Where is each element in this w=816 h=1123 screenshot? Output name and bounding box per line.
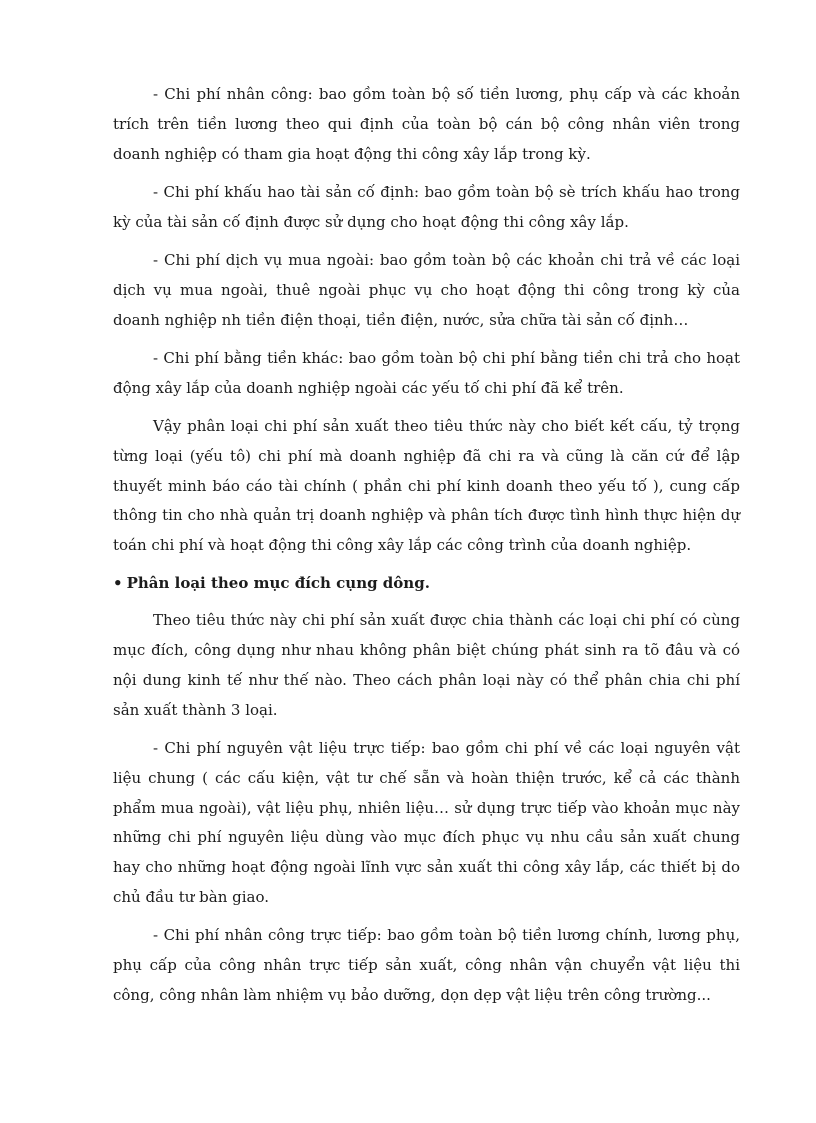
paragraph-purpose-intro: Theo tiêu thức này chi phí sản xuất được chia thành các loại chi phí có cùng mục đích, công dụng như nhau không phân biệt chúng phát sinh ra tõ đâu và có nội dung kinh tế như thế nào. Theo cách phân loại này có thể phân chia chi phí sản xuất thành 3 loại. [113, 611, 740, 719]
paragraph-labor-cost: - Chi phí nhân công: bao gồm toàn bộ số tiền lương, phụ cấp và các khoản trích trên tiền lương theo qui định của toàn bộ cán bộ công nhân viên trong doanh nghiệp có tham gia hoạt động thi công xây lắp trong kỳ. [113, 85, 740, 163]
section-heading [113, 569, 740, 599]
paragraph-other-cash-costs: - Chi phí bằng tiền khác: bao gồm toàn bộ chi phí bằng tiền chi trả cho hoạt động xây lắp của doanh nghiệp ngoài các yếu tố chi phí đã kể trên. [113, 348, 740, 397]
document-page [113, 80, 740, 1019]
paragraph-depreciation-cost: - Chi phí khấu hao tài sản cố định: bao gồm toàn bộ sè trích khấu hao trong kỳ của tài sản cố định được sử dụng cho hoạt động thi công xây lắp. [113, 182, 740, 231]
paragraph-classification-summary: Vậy phân loại chi phí sản xuất theo tiêu thức này cho biết kết cấu, tỷ trọng từng loại (yếu tô) chi phí mà doanh nghiệp đã chi ra và cũng là căn cứ để lập thuyết minh báo cáo tài chính ( phần chi phí kinh doanh theo yếu tố ), cung cấp thông tin cho nhà quản trị doanh nghiệp và phân tích được tình hình thực hiện dự toán chi phí và hoạt động thi công xây lắp các công trình của doanh nghiệp. [113, 416, 740, 555]
bullet-icon: • [113, 574, 123, 593]
paragraph-outsourced-services: - Chi phí dịch vụ mua ngoài: bao gồm toàn bộ các khoản chi trả về các loại dịch vụ mua ngoài, thuê ngoài phục vụ cho hoạt động thi công trong kỳ của doanh nghiệp nh tiền điện thoại, tiền điện, nước, sửa chữa tài sản cố định… [113, 250, 740, 329]
paragraph-direct-labor: - Chi phí nhân công trực tiếp: bao gồm toàn bộ tiền lương chính, lương phụ, phụ cấp của công nhân trực tiếp sản xuất, công nhân vận chuyển vật liệu thi công, công nhân làm nhiệm vụ bảo dưỡng, dọn dẹp vật liệu trên công trường... [113, 926, 740, 1004]
section-heading-text: Phân loại theo mục đích cụng dông. [126, 574, 430, 593]
paragraph-direct-materials: - Chi phí nguyên vật liệu trực tiếp: bao gồm chi phí về các loại nguyên vật liệu chung ( các cấu kiện, vật tư chế sẵn và hoàn thiện trước, kể cả các thành phẩm mua ngoài), vật liệu phụ, nhiên liệu… sử dụng trực tiếp vào khoản mục này những chi phí nguyên liệu dùng vào mục đích phục vụ nhu cầu sản xuất chung hay cho những hoạt động ngoài lĩnh vực sản xuất thi công xây lắp, các thiết bị do chủ đầu tư bàn giao. [113, 738, 740, 906]
